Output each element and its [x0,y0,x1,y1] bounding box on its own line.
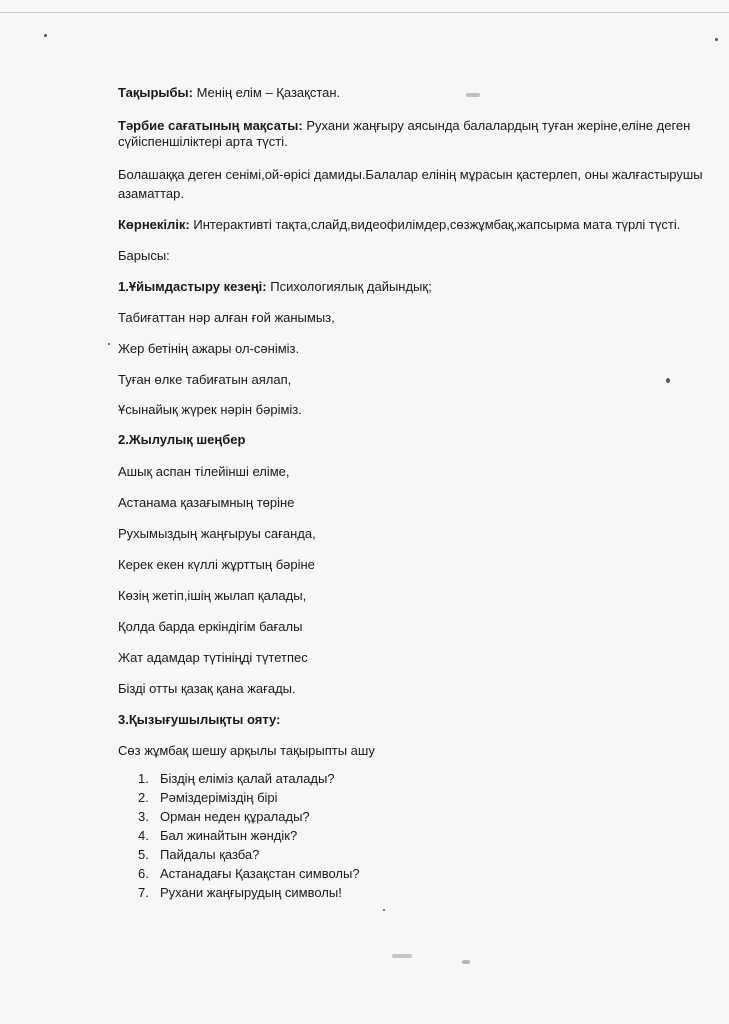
poem2-line: Қолда барда еркіндігім бағалы [118,619,303,634]
poem1-line: Ұсынайық жүрек нәрін бәріміз. [118,402,302,417]
question-item [138,827,297,845]
goal-text-2: сүйіспеншіліктері арта түсті. [118,134,288,149]
topic-value: Менің елім – Қазақстан. [192,85,341,100]
question-number: 5. [138,847,149,862]
question-text: Рухани жаңғырудың символы! [160,885,342,900]
visuals-line [118,214,688,235]
poem1-line: Туған өлке табиғатын аялап, [118,372,292,387]
question-number: 1. [138,771,149,786]
scan-speck [392,954,412,958]
goal-line-2 [118,131,688,152]
progress-heading [118,245,688,266]
poem1-line: Жер бетінің ажары ол-сәніміз. [118,341,300,356]
poem2-line: Астанама қазағымның төріне [118,495,295,510]
outcome-line-1 [118,164,703,185]
visuals-label: Көрнекілік: [118,217,190,232]
outcome-text-2: азаматтар. [118,186,184,201]
section1-value: Психологиялық дайындық; [266,279,432,294]
section1-line [118,276,688,297]
top-rule [0,12,729,13]
topic-label: Тақырыбы: [118,85,193,100]
question-number: 6. [138,866,149,881]
scan-speck [383,909,385,911]
question-item [138,846,259,864]
poem2-line: Бізді отты қазақ қана жағады. [118,681,296,696]
question-number: 7. [138,885,149,900]
poem1-line: Табиғаттан нәр алған ғой жанымыз, [118,310,335,325]
section3-title: 3.Қызығушылықты ояту: [118,712,281,727]
question-number: 4. [138,828,149,843]
question-text: Орман неден құралады? [160,809,310,824]
poem2-line: Керек екен күллі жұрттың бәріне [118,557,315,572]
poem2-line: Жат адамдар түтініңді түтетпес [118,650,308,665]
question-number: 2. [138,790,149,805]
question-text: Рәміздеріміздің бірі [160,790,278,805]
section2-title: 2.Жылулық шеңбер [118,432,246,447]
scan-speck [462,960,470,964]
goal-text-1: Рухани жаңғыру аясында балалардың туған жеріне,еліне деген [302,118,691,133]
question-number: 3. [138,809,149,824]
crossword-intro: Сөз жұмбақ шешу арқылы тақырыпты ашу [118,743,375,758]
outcome-line-2 [118,183,688,204]
progress-label: Барысы: [118,248,170,263]
question-item [138,865,360,883]
poem2-line: Рухымыздың жаңғыруы сағанда, [118,526,316,541]
scan-speck [108,343,110,345]
visuals-value: Интерактивті тақта,слайд,видеофилімдер,сөзжұмбақ,жапсырма мата түрлі түсті. [189,217,681,232]
question-text: Пайдалы қазба? [160,847,260,862]
question-item [138,789,278,807]
poem2-line: Ашық аспан тілейінші еліме, [118,464,290,479]
outcome-text-1: Болашаққа деген сенімі,ой-өрісі дамиды.Балалар елінің мұрасын қастерлеп, оны жалғастырушы [118,167,703,182]
scan-speck [44,34,47,37]
goal-label: Тәрбие сағатының мақсаты: [118,118,303,133]
topic-line [118,82,688,103]
question-text: Астанадағы Қазақстан символы? [160,866,360,881]
question-text: Біздің еліміз қалай аталады? [160,771,335,786]
poem2-line: Көзің жетіп,ішің жылап қалады, [118,588,307,603]
question-item [138,808,310,826]
question-item [138,884,342,902]
scan-speck [715,38,718,41]
section1-label: 1.Ұйымдастыру кезеңі: [118,279,267,294]
question-item [138,770,335,788]
question-text: Бал жинайтын жәндік? [160,828,298,843]
